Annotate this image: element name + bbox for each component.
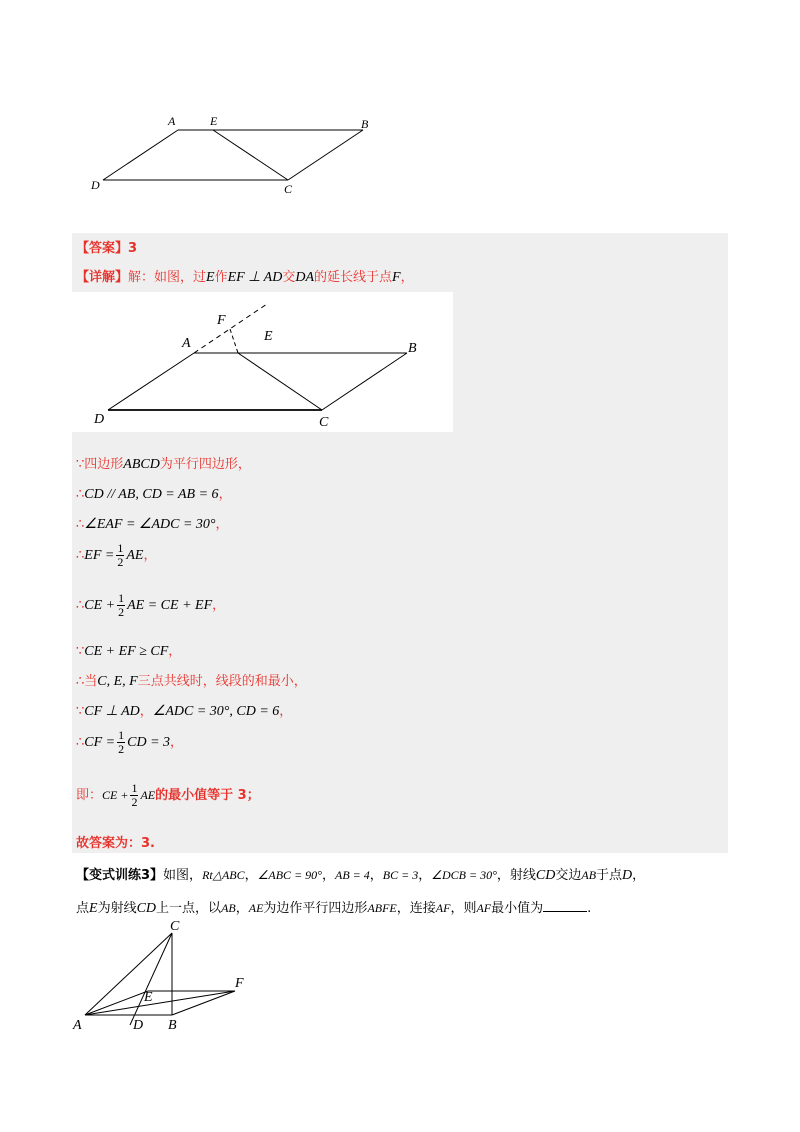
label-E: E	[210, 114, 218, 128]
step-1: ∵四边形ABCD为平行四边形，	[76, 457, 251, 472]
detail-bracket: 【详解】	[76, 270, 129, 285]
label-D: D	[91, 178, 100, 192]
step-8: ∵CF ⊥ AD，∠ADC = 30°, CD = 6，	[76, 704, 293, 719]
label-A: A	[182, 336, 191, 351]
label-E: E	[264, 329, 273, 344]
exercise-line-1: 【变式训练3】如图，Rt△ABC，∠ABC = 90°，AB = 4，BC = 3，∠DCB = 30°，射线CD交边AB于点D，	[76, 868, 646, 883]
step-10: 即：CE + $\frac{1}{2}$ AE的最小值等于 3；	[76, 781, 260, 809]
answer-bracket: 【答案】	[76, 241, 129, 256]
step-7: ∴当C, E, F三点共线时，线段的和最小，	[76, 674, 307, 689]
label-B: B	[408, 341, 417, 356]
answer-line	[76, 237, 137, 256]
figure-triangle-parallelogram	[70, 920, 260, 1035]
label-C: C	[319, 415, 329, 430]
step-11: 故答案为：3.	[76, 836, 155, 851]
label-A: A	[168, 114, 176, 128]
step-3: ∴∠EAF = ∠ADC = 30°，	[76, 517, 229, 532]
exercise-line-2: 点E为射线CD上一点，以AB，AE为边作平行四边形ABFE，连接AF，则AF最小值为 .	[76, 901, 592, 916]
label-D: D	[94, 412, 105, 427]
step-4: ∴EF = $\frac{1}{2}$ AE，	[76, 541, 157, 569]
label-E: E	[144, 990, 153, 1005]
detail-line: 【详解】解：如图，过E作EF ⊥ AD交DA的延长线于点F，	[76, 270, 414, 285]
label-F: F	[217, 313, 226, 328]
label-B: B	[168, 1018, 177, 1033]
figure-parallelogram-2	[72, 292, 453, 432]
exercise-bracket: 【变式训练3】	[76, 868, 164, 883]
answer-blank	[543, 899, 587, 912]
label-A: A	[73, 1018, 82, 1033]
figure-parallelogram-1	[88, 112, 388, 197]
label-C: C	[284, 182, 293, 196]
label-B: B	[361, 117, 369, 131]
answer-value: 3	[128, 241, 138, 256]
label-D: D	[133, 1018, 144, 1033]
label-F: F	[235, 976, 244, 991]
step-9: ∴CF = $\frac{1}{2}$ CD = 3，	[76, 728, 184, 756]
step-6: ∵CE + EF ≥ CF，	[76, 644, 182, 659]
step-2: ∴CD // AB, CD = AB = 6，	[76, 487, 232, 502]
step-5: ∴CE + $\frac{1}{2}$ AE = CE + EF，	[76, 591, 226, 619]
label-C: C	[170, 920, 180, 934]
